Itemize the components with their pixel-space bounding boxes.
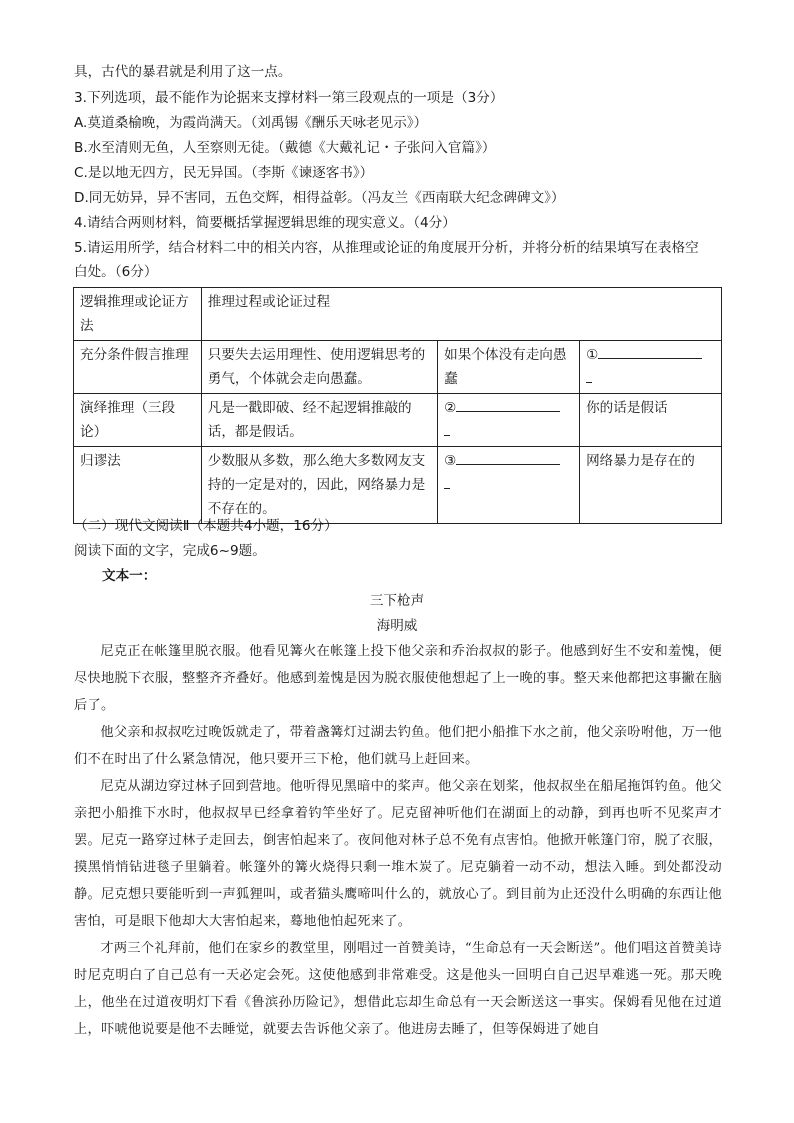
row1-premise: 如果个体没有走向愚蠢 — [438, 341, 580, 394]
row2-process: 凡是一戳即破、经不起逻辑推敲的话，都是假话。 — [201, 394, 437, 447]
row3-answer-blank[interactable] — [438, 447, 580, 524]
question-5-line2: 白处。（6分） — [74, 264, 158, 280]
option-d: D.同无妨异，异不害同，五色交辉，相得益彰。（冯友兰《西南联大纪念碑碑文》） — [74, 190, 565, 206]
story-paragraph: 尼克正在帐篷里脱衣服。他看见篝火在帐篷上投下他父亲和乔治叔叔的影子。他感到好生不安和羞愧，便尽快地脱下衣服，整整齐齐叠好。他感到羞愧是因为脱衣服使他想起了上一晚的事。整天来他都把这事撇在脑后了。 — [74, 644, 722, 713]
story-paragraph: 尼克从湖边穿过林子回到营地。他听得见黑暗中的桨声。他父亲在划桨，他叔叔坐在船尾拖饵钓鱼。他父亲把小船推下水时，他叔叔早已经拿着钓竿坐好了。尼克留神听他们在湖面上的动静，到再也听不见桨声才罢。尼克一路穿过林子走回去，倒害怕起来了。夜间他对林子总不免有点害怕。他掀开帐篷门帘，脱了衣服，摸黑悄悄钻进毯子里躺着。帐篷外的篝火烧得只剩一堆木炭了。尼克躺着一动不动，想法入睡。到处都没动静。尼克想只要能听到一声狐狸叫，或者猫头鹰啼叫什么的，就放心了。到目前为止还没什么明确的东西让他害怕，可是眼下他却大大害怕起来，蓦地他怕起死来了。 — [74, 779, 722, 929]
fill-in-line — [598, 344, 702, 359]
fill-in-line — [456, 450, 560, 465]
story-title: 三下枪声 — [369, 593, 425, 609]
row3-process: 少数服从多数，那么绝大多数网友支持的一定是对的，因此，网络暴力是不存在的。 — [201, 447, 437, 524]
option-a: A.莫道桑榆晚，为霞尚满天。（刘禹锡《酬乐天咏老见示》） — [74, 115, 428, 131]
question-5-line1: 5.请运用所学，结合材料二中的相关内容，从推理或论证的角度展开分析，并将分析的结果填写在表格空 — [74, 240, 699, 256]
story-author: 海明威 — [376, 618, 418, 634]
row2-method: 演绎推理（三段论） — [74, 394, 202, 447]
header-process: 推理过程或论证过程 — [201, 288, 721, 341]
blank-marker-3: ③ — [444, 453, 457, 469]
question-4: 4.请结合两则材料，简要概括掌握逻辑思维的现实意义。（4分） — [74, 215, 456, 231]
row3-method: 归谬法 — [74, 447, 202, 524]
row1-method: 充分条件假言推理 — [74, 341, 202, 394]
row1-process: 只要失去运用理性、使用逻辑思考的勇气，个体就会走向愚蠢。 — [201, 341, 437, 394]
option-b: B.水至清则无鱼，人至察则无徒。（戴德《大戴礼记・子张问入官篇》） — [74, 140, 496, 156]
section-heading: （二）现代文阅读Ⅱ（本题共4小题，16分） — [74, 518, 338, 534]
table-row — [74, 447, 722, 524]
option-c: C.是以地无四方，民无异国。（李斯《谏逐客书》） — [74, 165, 374, 181]
header-method: 逻辑推理或论证方法 — [74, 288, 202, 341]
fill-in-line — [586, 368, 592, 383]
row3-conclusion: 网络暴力是存在的 — [580, 447, 722, 524]
table-row — [74, 341, 722, 394]
blank-marker-1: ① — [586, 347, 599, 363]
text-label: 文本一： — [102, 568, 157, 584]
table-row — [74, 394, 722, 447]
table-header-row — [74, 288, 722, 341]
row2-answer-blank[interactable] — [438, 394, 580, 447]
row2-conclusion: 你的话是假话 — [580, 394, 722, 447]
text-line-continuation: 具，古代的暴君就是利用了这一点。 — [74, 64, 292, 80]
fill-in-line — [456, 397, 560, 412]
blank-marker-2: ② — [444, 400, 457, 416]
story-paragraph: 他父亲和叔叔吃过晚饭就走了，带着盏篝灯过湖去钓鱼。他们把小船推下水之前，他父亲吩咐他，万一他们不在时出了什么紧急情况，他只要开三下枪，他们就马上赶回来。 — [74, 725, 722, 767]
reading-instruction: 阅读下面的文字，完成6~9题。 — [74, 543, 266, 559]
story-paragraph: 才两三个礼拜前，他们在家乡的教堂里，刚唱过一首赞美诗，“生命总有一天会断送”。他们唱这首赞美诗时尼克明白了自己总有一天必定会死。这使他感到非常难受。这是他头一回明白自己迟早难逃一死。那天晚上，他坐在过道夜明灯下看《鲁滨孙历险记》，想借此忘却生命总有一天会断送这一事实。保姆看见他在过道上，吓唬他说要是他不去睡觉，就要去告诉他父亲了。他进房去睡了，但等保姆进了她自 — [74, 941, 722, 1037]
reasoning-table — [73, 287, 722, 524]
row1-answer-blank[interactable] — [580, 341, 722, 394]
story-body — [74, 638, 722, 1043]
question-3: 3.下列选项，最不能作为论据来支撑材料一第三段观点的一项是（3分） — [74, 90, 504, 106]
fill-in-line — [444, 474, 450, 489]
fill-in-line — [444, 421, 450, 436]
